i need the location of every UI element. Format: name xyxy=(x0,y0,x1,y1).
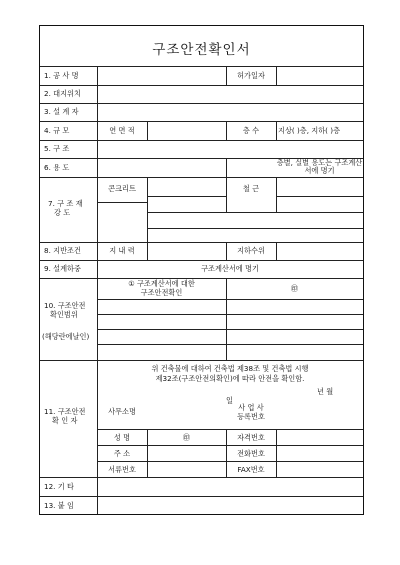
confirm-label-2: 확 인 자 xyxy=(52,416,78,425)
groundwater-label: 지하수위 xyxy=(237,246,265,255)
designer-label: 3. 설 계 자 xyxy=(44,107,79,116)
rule xyxy=(276,121,277,140)
rule xyxy=(40,103,363,104)
concrete-label: 콘크리트 xyxy=(108,184,136,193)
rule xyxy=(97,314,363,315)
design-load-label: 9. 설계하중 xyxy=(44,264,81,273)
scope-label-2: 확인범위 xyxy=(50,310,78,319)
rule xyxy=(40,177,363,178)
date-day: 일 xyxy=(226,396,233,405)
fax-label: FAX번호 xyxy=(237,465,265,474)
rule xyxy=(276,66,277,85)
rule xyxy=(40,140,363,141)
rule xyxy=(97,461,363,462)
rule xyxy=(40,360,363,361)
office-name-label: 사무소명 xyxy=(108,407,136,416)
scope-note-line2: 구조안전확인 xyxy=(140,288,183,297)
rule xyxy=(276,177,277,212)
material-label: 7. 구 조 재 xyxy=(48,199,83,208)
project-name-label: 1. 공 사 명 xyxy=(44,71,79,80)
architect-reg-label: 사 업 사 xyxy=(238,403,264,412)
floors-value: 지상( )층, 지하( )층 xyxy=(278,126,341,135)
rule xyxy=(147,177,148,242)
statement-line1: 위 건축물에 대하여 건축법 제38조 및 건축법 시행 xyxy=(151,364,309,373)
rule xyxy=(40,477,363,478)
scale-label: 4. 규 모 xyxy=(44,126,70,135)
scope-note-line1: ① 구조계산서에 대한 xyxy=(128,279,195,288)
doc-no-label: 서류번호 xyxy=(108,465,136,474)
scope-label: 10. 구조안전 xyxy=(44,301,86,310)
rule xyxy=(97,445,363,446)
rule xyxy=(147,121,148,140)
usage-note: 층별, 실별 용도는 구조계산서에 명기 xyxy=(276,158,363,175)
statement-line2: 제32조(구조안전의확인)에 따라 안전을 확인함. xyxy=(155,374,305,383)
attachment-label: 13. 붙 임 xyxy=(44,501,74,510)
rule xyxy=(40,66,363,67)
name-label: 성 명 xyxy=(113,433,131,442)
site-location-label: 2. 대지위치 xyxy=(44,89,81,98)
rebar-label: 철 근 xyxy=(242,184,260,193)
rule xyxy=(97,202,147,203)
rule xyxy=(97,429,363,430)
rule xyxy=(40,260,363,261)
permit-date-label: 허가일자 xyxy=(237,71,265,80)
rule xyxy=(276,196,363,197)
others-label: 12. 기 타 xyxy=(44,482,74,491)
rule xyxy=(226,177,227,212)
rule xyxy=(147,228,363,229)
structure-label: 5. 구 조 xyxy=(44,144,70,153)
rule xyxy=(226,158,227,177)
scope-seal-mark: ㊞ xyxy=(290,284,299,293)
rule xyxy=(147,242,148,260)
architect-reg-label-2: 등록번호 xyxy=(237,412,265,421)
rule xyxy=(40,121,363,122)
material-label-2: 강 도 xyxy=(54,208,71,217)
rule xyxy=(97,299,363,300)
address-label: 주 소 xyxy=(113,449,131,458)
total-floor-area-label: 연 면 적 xyxy=(109,126,135,135)
rule xyxy=(147,196,226,197)
rule xyxy=(40,496,363,497)
rule xyxy=(276,429,277,477)
date-year-month: 년 월 xyxy=(317,387,334,396)
name-seal-mark: ㊞ xyxy=(182,433,191,442)
rule xyxy=(40,242,363,243)
license-no-label: 자격번호 xyxy=(237,433,265,442)
rule xyxy=(97,329,363,330)
rule xyxy=(276,242,277,260)
rule xyxy=(40,278,363,279)
rule xyxy=(97,344,363,345)
floors-label: 층 수 xyxy=(242,126,260,135)
bearing-capacity-label: 지 내 력 xyxy=(109,246,135,255)
design-load-note: 구조계산서에 명기 xyxy=(201,264,259,273)
form-title: 구조안전확인서 xyxy=(152,42,251,58)
usage-label: 6. 용 도 xyxy=(44,163,70,172)
confirm-label: 11. 구조안전 xyxy=(44,407,86,416)
rule xyxy=(147,212,363,213)
phone-label: 전화번호 xyxy=(237,449,265,458)
structural-safety-form xyxy=(39,25,364,515)
rule xyxy=(40,85,363,86)
ground-label: 8. 지반조건 xyxy=(44,246,81,255)
scope-label-3: (해당란에날인) xyxy=(42,332,90,341)
